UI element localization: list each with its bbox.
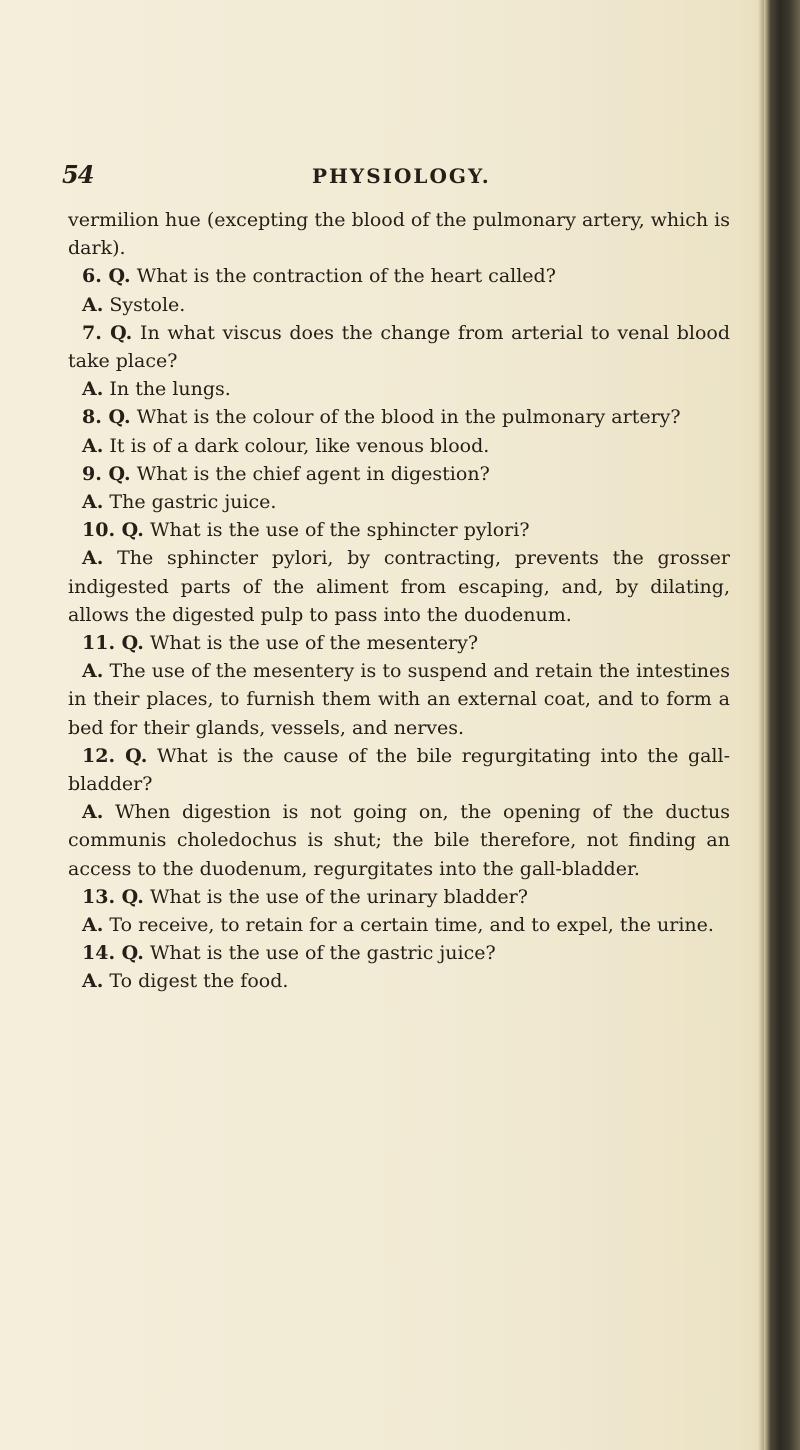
question-text: What is the use of the sphincter pylori?	[149, 519, 530, 542]
question-10	[68, 516, 730, 544]
question-text: What is the use of the gastric juice?	[149, 942, 496, 965]
question-9	[68, 460, 730, 488]
answer-text: To receive, to retain for a certain time, and to expel, the urine.	[109, 914, 714, 937]
question-text: What is the use of the urinary bladder?	[149, 885, 528, 908]
answer-label: A.	[82, 660, 104, 683]
page-number: 54	[62, 160, 94, 189]
question-label: 6. Q.	[82, 265, 131, 288]
question-label: 7. Q.	[82, 321, 133, 344]
answer-11	[68, 657, 730, 742]
question-label: 9. Q.	[82, 462, 131, 485]
answer-label: A.	[82, 434, 104, 457]
question-13	[68, 883, 730, 911]
answer-text: The gastric juice.	[109, 491, 277, 514]
question-label: 8. Q.	[82, 406, 131, 429]
page-body	[68, 206, 730, 996]
question-label: 13. Q.	[82, 885, 144, 908]
question-text: What is the chief agent in digestion?	[136, 462, 490, 485]
question-text: What is the contraction of the heart called?	[136, 265, 556, 288]
answer-text: Systole.	[109, 293, 186, 316]
question-label: 12. Q.	[82, 744, 148, 767]
question-12	[68, 742, 730, 798]
running-head	[62, 160, 722, 200]
answer-text: In the lungs.	[109, 378, 231, 401]
question-14	[68, 939, 730, 967]
answer-label: A.	[82, 547, 104, 570]
answer-8	[68, 432, 730, 460]
answer-text: When digestion is not going on, the opening of the ductus communis choledochus is shut; the bile therefore, not finding an access to the duodenum, regurgitates into the gall-bladder.	[68, 801, 730, 880]
answer-label: A.	[82, 801, 104, 824]
answer-text: The use of the mesentery is to suspend and retain the intestines in their places, to furnish them with an external coat, and to form a bed for their glands, vessels, and nerves.	[68, 660, 731, 739]
paragraph-continuation	[68, 206, 730, 262]
question-label: 14. Q.	[82, 942, 144, 965]
running-title: PHYSIOLOGY.	[312, 164, 491, 188]
answer-text: To digest the food.	[109, 970, 289, 993]
question-6	[68, 262, 730, 290]
answer-text: The sphincter pylori, by contracting, prevents the grosser indigested parts of the aliment from escaping, and, by dilating, allows the digested pulp to pass into the duodenum.	[68, 547, 730, 626]
answer-9	[68, 488, 730, 516]
answer-7	[68, 375, 730, 403]
answer-text: It is of a dark colour, like venous blood.	[109, 434, 490, 457]
answer-label: A.	[82, 378, 104, 401]
answer-label: A.	[82, 491, 104, 514]
answer-10	[68, 544, 730, 629]
answer-14	[68, 967, 730, 995]
question-text: What is the use of the mesentery?	[149, 632, 479, 655]
answer-6	[68, 291, 730, 319]
paragraph-text: vermilion hue (excepting the blood of the pulmonary artery, which is dark).	[68, 209, 730, 260]
book-spine	[764, 0, 800, 1450]
question-8	[68, 403, 730, 431]
answer-13	[68, 911, 730, 939]
answer-12	[68, 798, 730, 883]
question-text: What is the cause of the bile regurgitating into the gall-bladder?	[68, 744, 731, 796]
question-label: 11. Q.	[82, 632, 144, 655]
question-11	[68, 629, 730, 657]
answer-label: A.	[82, 293, 104, 316]
question-7	[68, 319, 730, 375]
answer-label: A.	[82, 970, 104, 993]
question-label: 10. Q.	[82, 519, 144, 542]
question-text: In what viscus does the change from arterial to venal blood take place?	[68, 321, 730, 373]
question-text: What is the colour of the blood in the pulmonary artery?	[136, 406, 681, 429]
answer-label: A.	[82, 914, 104, 937]
